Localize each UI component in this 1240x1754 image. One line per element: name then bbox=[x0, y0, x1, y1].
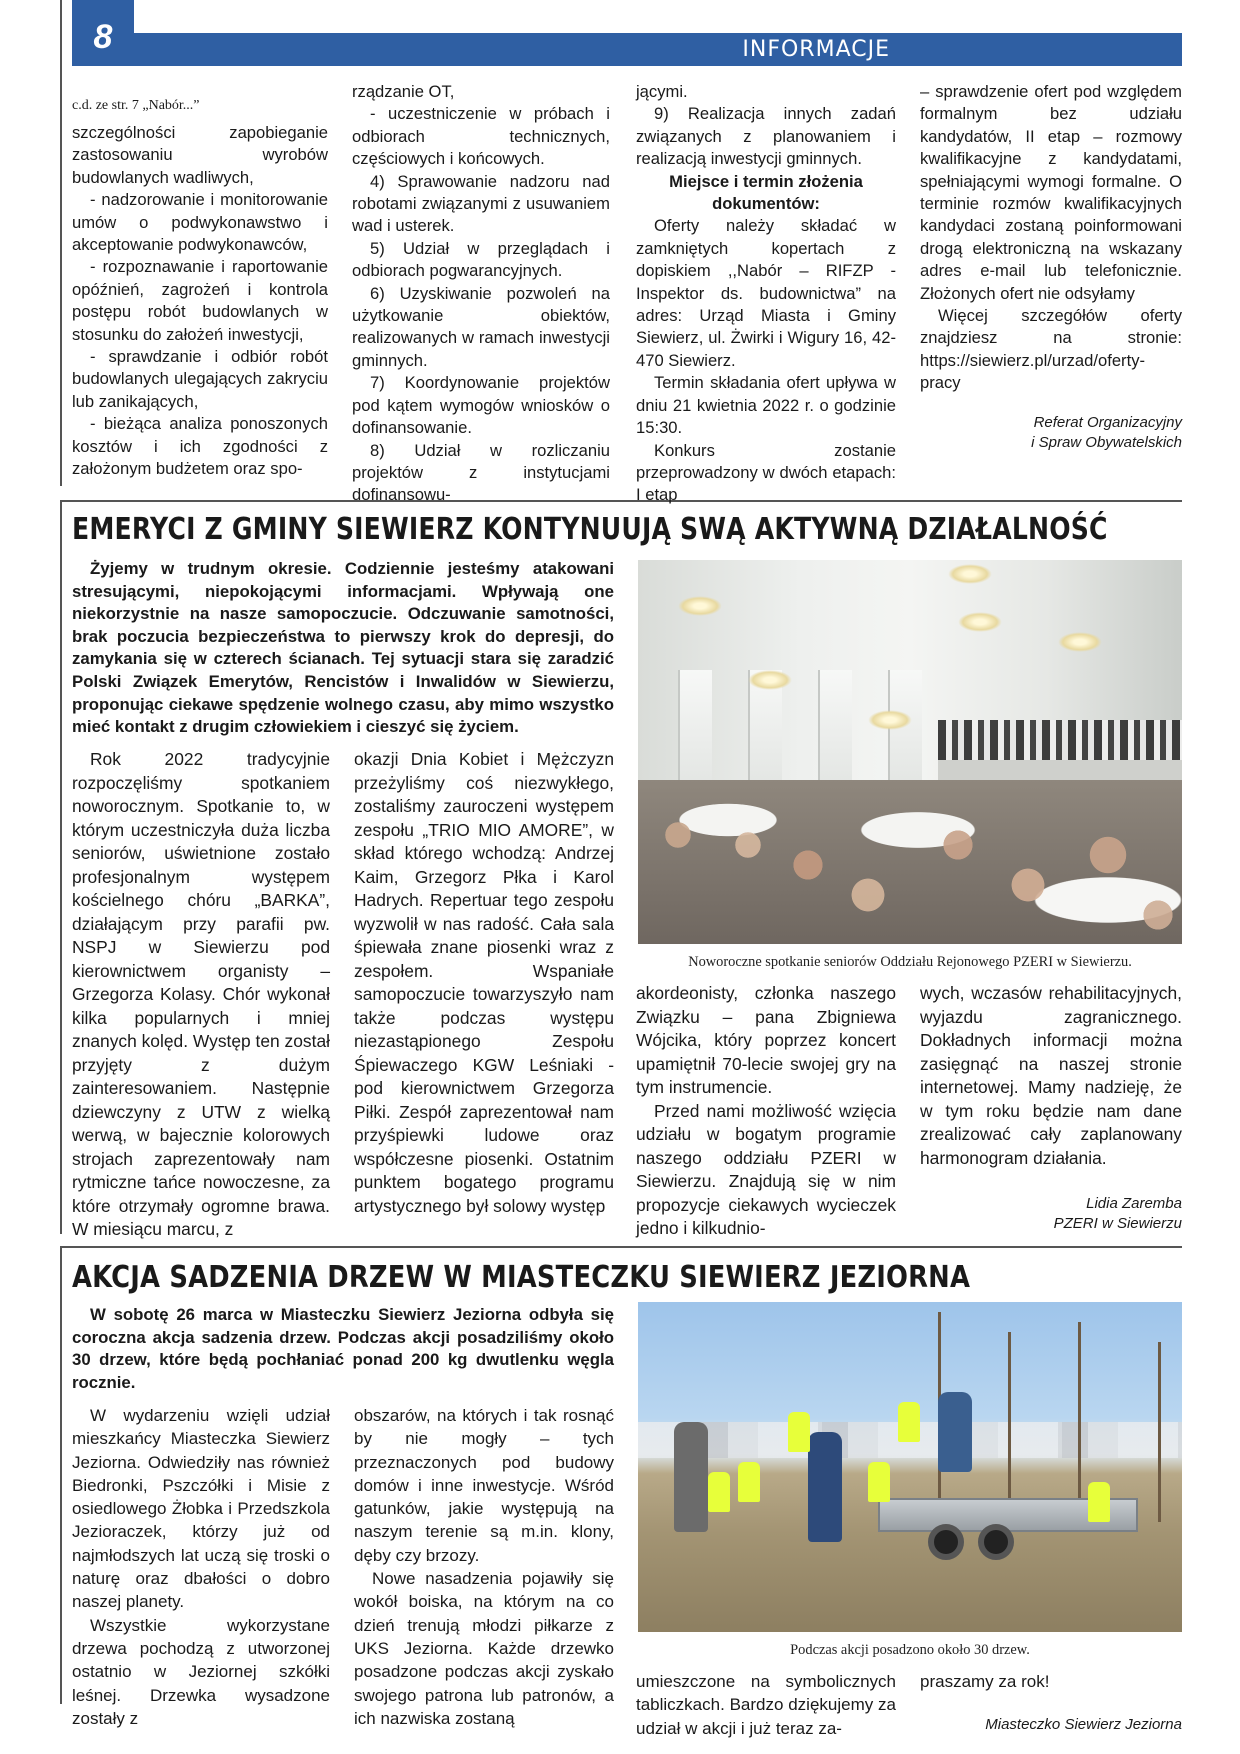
signature: PZERI w Siewierzu bbox=[1053, 1215, 1182, 1232]
paragraph: umieszczone na symbolicznych tabliczkach. Bardzo dziękujemy za udział w akcji i już teraz za- bbox=[636, 1672, 896, 1738]
frame-line bbox=[60, 0, 62, 486]
continuation-note: c.d. ze str. 7 „Nabór...” bbox=[72, 98, 200, 113]
paragraph: Przed nami możliwość wzięcia udziału w bogatym programie naszego oddziału PZERI w Siewierzu. Znajdują się w nim propozycje ciekawych wycieczek jedno i kilkudnio- bbox=[636, 1100, 896, 1238]
paragraph: jącymi. bbox=[636, 82, 688, 101]
article3-col4 bbox=[920, 1670, 1182, 1735]
paragraph: W wydarzeniu wzięli udział mieszkańcy Miasteczka Siewierz Jeziorna. Odwiedziły nas również Biedronki, Pszczółki i Misie z osiedlowego Żłobka i Przedszkola Jezioraczek, którzy już od najmłodszych lat uczą się troski o naturę oraz dbałości o dobro naszej planety. bbox=[72, 1406, 330, 1612]
paragraph: Rok 2022 tradycyjnie rozpoczęliśmy spotkaniem noworocznym. Spotkanie to, w którym uczestniczyła duża liczba seniorów, uświetnione zostało profesjonalnym występem kościelnego chóru „BARKA”, działającym przy parafii pw. NSPJ w Siewierzu pod kierownictwem organisty – Grzegorza Kolasy. Chór wykonał kilka popularnych i mniej znanych kolęd. Występ ten został przyjęty z dużym zainteresowaniem. Następnie dziewczyny z UTW z wielką werwą, w bajecznie kolorowych strojach zaprezentowały nam rytmiczne tańce nowoczesne, za które otrzymały ogromne brawa. W miesiącu marcu, z bbox=[72, 749, 330, 1239]
paragraph: wych, wczasów rehabilitacyjnych, wyjazdu zagranicznego. Dokładnych informacji można zasięgnąć na naszej stronie internetowej. Mamy nadzieję, że w tym roku będzie nam dane zrealizować cały zaplanowany harmonogram działania. bbox=[920, 983, 1182, 1168]
article-lead bbox=[72, 1304, 614, 1394]
paragraph: szczególności zapobieganie zastosowaniu wyrobów budowlanych wadliwych, bbox=[72, 123, 328, 187]
paragraph: - sprawdzanie i odbiór robót budowlanych ulegających zakryciu lub zanikających, bbox=[72, 347, 328, 411]
article-lead bbox=[72, 558, 614, 739]
paragraph: - nadzorowanie i monitorowanie umów o podwykonawstwo i akceptowanie podwykonawców, bbox=[72, 190, 328, 255]
lead-text: W sobotę 26 marca w Miasteczku Siewierz Jeziorna odbyła się coroczna akcja sadzenia drzew. Podczas akcji posadziliśmy około 30 drzew, które będą pochłaniać ponad 200 kg dwutlenku węgla rocznie. bbox=[72, 1305, 614, 1392]
paragraph: praszamy za rok! bbox=[920, 1672, 1050, 1691]
top-article-col3 bbox=[636, 81, 896, 507]
paragraph: - bieżąca analiza ponoszonych kosztów i ich zgodności z założonym budżetem oraz spo- bbox=[72, 414, 328, 479]
paragraph: 9) Realizacja innych zadań związanych z planowaniem i realizacją inwestycji gminnych. bbox=[636, 104, 896, 169]
signature: Lidia Zaremba bbox=[1086, 1195, 1182, 1212]
paragraph: Nowe nasadzenia pojawiły się wokół boiska, na którym na co dzień trenują młodzi piłkarze z UKS Jeziorna. Każde drzewko posadzone podczas akcji zyskało swojego patrona lub patronów, a ich nazwiska zostaną bbox=[354, 1569, 614, 1728]
subheading: Miejsce i termin złożenia dokumentów: bbox=[669, 171, 863, 214]
article2-col4 bbox=[920, 982, 1182, 1234]
signature: Miasteczko Siewierz Jeziorna bbox=[985, 1716, 1182, 1734]
paragraph: Termin składania ofert upływa w dniu 21 kwietnia 2022 r. o godzinie 15:30. bbox=[636, 373, 896, 438]
top-article-col1 bbox=[72, 96, 328, 481]
banquet-photo bbox=[638, 560, 1182, 944]
section-header: INFORMACJE bbox=[134, 33, 1182, 66]
divider bbox=[60, 1246, 1182, 1248]
divider bbox=[60, 500, 1182, 502]
article3-col3 bbox=[636, 1670, 896, 1740]
article-headline: AKCJA SADZENIA DRZEW W MIASTECZKU SIEWIERZ JEZIORNA bbox=[72, 1260, 971, 1295]
paragraph: 8) Udział w rozliczaniu projektów z instytucjami dofinansowu- bbox=[352, 440, 610, 505]
paragraph: 7) Koordynowanie projektów pod kątem wymogów wniosków o dofinansowanie. bbox=[352, 373, 610, 438]
paragraph: Wszystkie wykorzystane drzewa pochodzą z utworzonej ostatnio w Jeziornej szkółki leśnej. Drzewka wysadzone zostały z bbox=[72, 1615, 330, 1728]
frame-line bbox=[60, 1246, 62, 1704]
photo-caption: Noworoczne spotkanie seniorów Oddziału Rejonowego PZERI w Siewierzu. bbox=[688, 954, 1132, 970]
signature: i Spraw Obywatelskich bbox=[1031, 433, 1182, 451]
signature: Referat Organizacyjny bbox=[1033, 413, 1182, 431]
paragraph: okazji Dnia Kobiet i Mężczyzn przeżyliśmy coś niezwykłego, zostaliśmy zauroczeni występem zespołu „TRIO MIO AMORE”, w skład którego wchodzą: Andrzej Kaim, Grzegorz Płka i Karol Hadrych. Repertuar tego zespołu wyzwolił w nas radość. Cała sala śpiewała znane piosenki wraz z zespołem. Wspaniałe samopoczucie towarzyszyło nam także podczas występu niezastąpionego Zespołu Śpiewaczego KGW Leśniaki - pod kierownictwem Grzegorza Piłki. Zespół zaprezentował nam przyśpiewki ludowe oraz współczesne piosenki. Ostatnim punktem bogatego programu artystycznego był solowy występ bbox=[354, 749, 614, 1216]
article-headline: EMERYCI Z GMINY SIEWIERZ KONTYNUUJĄ SWĄ AKTYWNĄ DZIAŁALNOŚĆ bbox=[72, 512, 1108, 547]
article3-col1 bbox=[72, 1404, 330, 1730]
paragraph: obszarów, na których i tak rosnąć by nie mogły – tych przeznaczonych pod budowy domów i inne inwestycje. Wśród gatunków, jakie występują na naszym terenie są m.in. klony, dęby czy brzozy. bbox=[354, 1406, 614, 1565]
article2-col3 bbox=[636, 982, 896, 1241]
paragraph: Więcej szczegółów oferty znajdziesz na stronie: https://siewierz.pl/urzad/oferty-pracy bbox=[920, 306, 1182, 393]
paragraph: 4) Sprawowanie nadzoru nad robotami związanymi z usuwaniem wad i usterek. bbox=[352, 171, 610, 236]
paragraph: 6) Uzyskiwanie pozwoleń na użytkowanie obiektów, realizowanych w ramach inwestycji gminnych. bbox=[352, 283, 610, 370]
paragraph: Oferty należy składać w zamkniętych kopertach z dopiskiem ,,Nabór – RIFZP - Inspektor ds. budownictwa” na adres: Urząd Miasta i Gminy Siewierz, ul. Żwirki i Wigury 16, 42-470 Siewierz. bbox=[636, 216, 896, 370]
tree-planting-photo bbox=[638, 1302, 1182, 1632]
article3-col2 bbox=[354, 1404, 614, 1730]
paragraph: – sprawdzenie ofert pod względem formalnym bez udziału kandydatów, II etap – rozmowy kwalifikacyjne z kandydatami, spełniającymi wymogi formalne. O terminie rozmów kwalifikacyjnych kandydaci zostaną poinformowani drogą elektroniczną na wskazany adres e-mail lub telefonicznie. Złożonych ofert nie odsyłamy bbox=[920, 82, 1182, 303]
page-number: 8 bbox=[72, 0, 134, 66]
photo-caption: Podczas akcji posadzono około 30 drzew. bbox=[790, 1642, 1030, 1658]
top-article-col4 bbox=[920, 81, 1182, 453]
lead-text: Żyjemy w trudnym okresie. Codziennie jesteśmy atakowani stresującymi, niepokojącymi informacjami. Wpływają one niekorzystnie na nasze samopoczucie. Odczuwanie samotności, brak poczucia bezpieczeństwa to pierwszy krok do depresji, do zamykania się w czterech ścianach. Tej sytuacji stara się zaradzić Polski Związek Emerytów, Rencistów i Inwalidów w Siewierzu, proponując ciekawe spędzenie wolnego czasu, aby mimo wszystko mieć kontakt z drugim człowiekiem i cieszyć się życiem. bbox=[72, 559, 614, 737]
top-article-col2 bbox=[352, 81, 610, 507]
paragraph: rządzanie OT, bbox=[352, 82, 455, 101]
paragraph: 5) Udział w przeglądach i odbiorach pogwarancyjnych. bbox=[352, 238, 610, 281]
paragraph: - rozpoznawanie i raportowanie opóźnień, zagrożeń i kontrola postępu robót budowlanych w stosunku do założeń inwestycji, bbox=[72, 257, 328, 344]
frame-line bbox=[60, 500, 62, 1234]
paragraph: Konkurs zostanie przeprowadzony w dwóch etapach: I etap bbox=[636, 440, 896, 505]
article2-col2 bbox=[354, 748, 614, 1218]
article2-col1 bbox=[72, 748, 330, 1242]
paragraph: akordeonisty, członka naszego Związku – pana Zbigniewa Wójcika, który poprzez koncert upamiętnił 70-lecie swojej gry na tym instrumencie. bbox=[636, 983, 896, 1097]
paragraph: - uczestniczenie w próbach i odbiorach technicznych, częściowych i końcowych. bbox=[352, 104, 610, 169]
